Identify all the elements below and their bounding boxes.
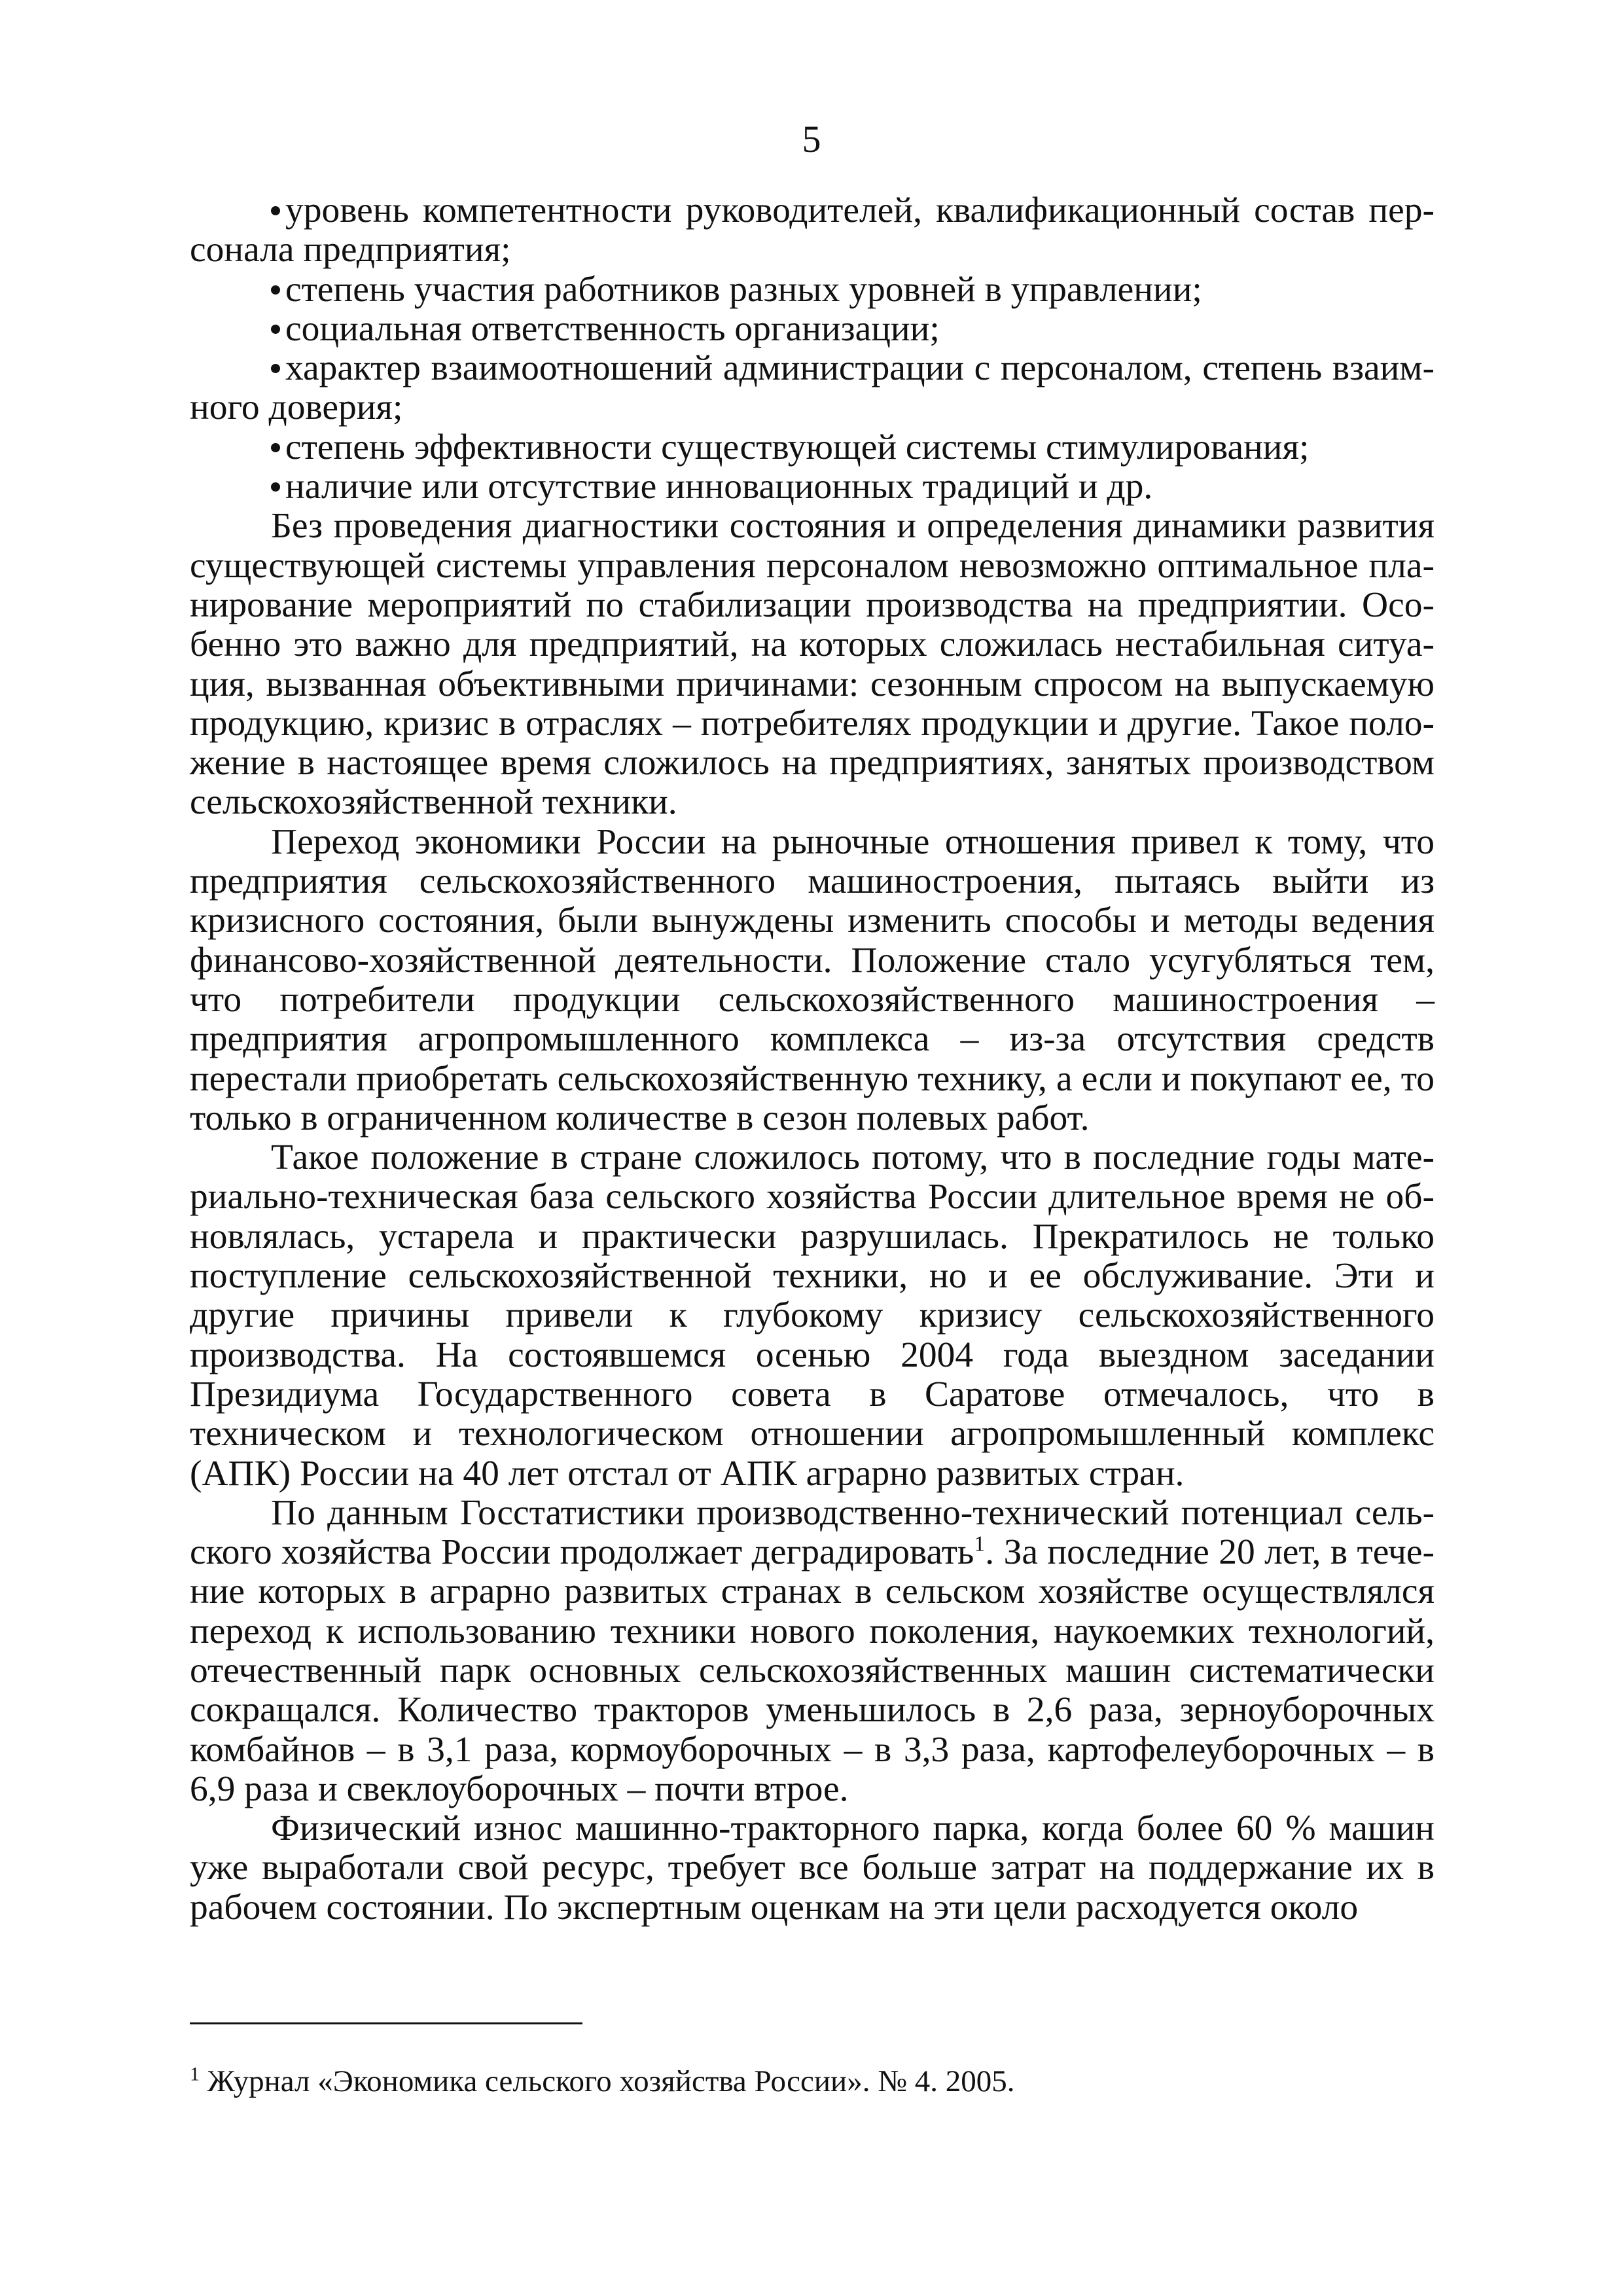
bullet-icon	[271, 206, 280, 215]
footnote-mark: 1	[190, 2063, 200, 2085]
paragraph-statistics-rest: . За последние 20 лет, в течение которых в аграрно развитых странах в сельском хозяйстве осуществлялся переход к использованию техники нового поколения, наукоемких технологий, отечественный парк основных сельскохозяйственных машин систематически сокращался. Количество тракторов уменьшилось в 2,6 раза, зерноуборочных комбайнов – в 3,1 раза, кормоуборочных – в 3,3 раза, картофелеуборочных – в 6,9 раза и свеклоуборочных – почти втрое.	[190, 1532, 1435, 1809]
bullet-text: уровень компетентности руководителей, квалификационный состав персонала предприятия;	[190, 190, 1435, 270]
bullet-text: наличие или отсутствие инновационных традиций и др.	[285, 467, 1153, 507]
paragraph-diagnostics: Без проведения диагностики состояния и определения динамики развития существующей системы управления персоналом невозможно оптимальное планирование мероприятий по стабилизации производства на предприятии. Особенно это важно для предприятий, на которых сложилась нестабильная ситуация, вызванная объективными причинами: сезонным спросом на выпускаемую продукцию, кризис в отраслях – потребителях продукции и другие. Такое положение в настоящее время сложилось на предприятиях, занятых производством сельскохозяйственной техники.	[190, 506, 1435, 823]
footnote-text: Журнал «Экономика сельского хозяйства России». № 4. 2005.	[200, 2064, 1015, 2098]
footnote-reference[interactable]: 1	[974, 1532, 986, 1556]
bullet-text: социальная ответственность организации;	[285, 308, 940, 349]
paragraph-statistics	[190, 1494, 1435, 1809]
bullet-icon	[271, 443, 280, 452]
footnote	[190, 2063, 1435, 2100]
page-number: 5	[802, 118, 821, 160]
bullet-text: степень эффективности существующей системы стимулирования;	[285, 427, 1310, 467]
bullet-icon	[271, 364, 280, 373]
bullet-item	[190, 270, 1435, 310]
bullet-text: характер взаимоотношений администрации с персоналом, степень взаимного доверия;	[190, 348, 1435, 428]
paragraph-market-transition: Переход экономики России на рыночные отношения привел к тому, что предприятия сельскохозяйственного машиностроения, пытаясь выйти из кризисного состояния, были вынуждены изменить способы и методы ведения финансово-хозяйственной деятельности. Положение стало усугубляться тем, что потребители продукции сельскохозяйственного машиностроения – предприятия агропромышленного комплекса – из-за отсутствия средств перестали приобретать сельскохозяйственную технику, а если и покупают ее, то только в ограниченном количестве в сезон полевых работ.	[190, 821, 1435, 1138]
bullet-text: степень участия работников разных уровней в управлении;	[285, 269, 1202, 310]
bullet-item	[190, 349, 1435, 428]
body-text	[190, 191, 1435, 1928]
bullet-icon	[271, 482, 280, 492]
paragraph-material-base: Такое положение в стране сложилось потому, что в последние годы материально-техническая база сельского хозяйства России длительное время не обновлялась, устарела и практически разрушилась. Прекратилось не только поступление сельскохозяйственной техники, но и ее обслуживание. Эти и другие причины привели к глубокому кризису сельскохозяйственного производства. На состоявшемся осенью 2004 года выездном заседании Президиума Государственного совета в Саратове отмечалось, что в техническом и технологическом отношении агропромышленный комплекс (АПК) России на 40 лет отстал от АПК аграрно развитых стран.	[190, 1138, 1435, 1494]
bullet-icon	[271, 285, 280, 295]
paragraph-statistics-lead: По данным Госстатистики производственно-технический потенциал сельского хозяйства России продолжает деградировать	[190, 1492, 1435, 1573]
bullet-item	[190, 428, 1435, 467]
footnote-divider	[190, 2022, 582, 2024]
bullet-icon	[271, 325, 280, 334]
bullet-item	[190, 191, 1435, 270]
paragraph-wear: Физический износ машинно-тракторного парка, когда более 60 % машин уже выработали свой ресурс, требует все больше затрат на поддержание их в рабочем состоянии. По экспертным оценкам на эти цели расходуется около	[190, 1808, 1435, 1928]
bullet-item	[190, 467, 1435, 507]
bullet-item	[190, 310, 1435, 349]
